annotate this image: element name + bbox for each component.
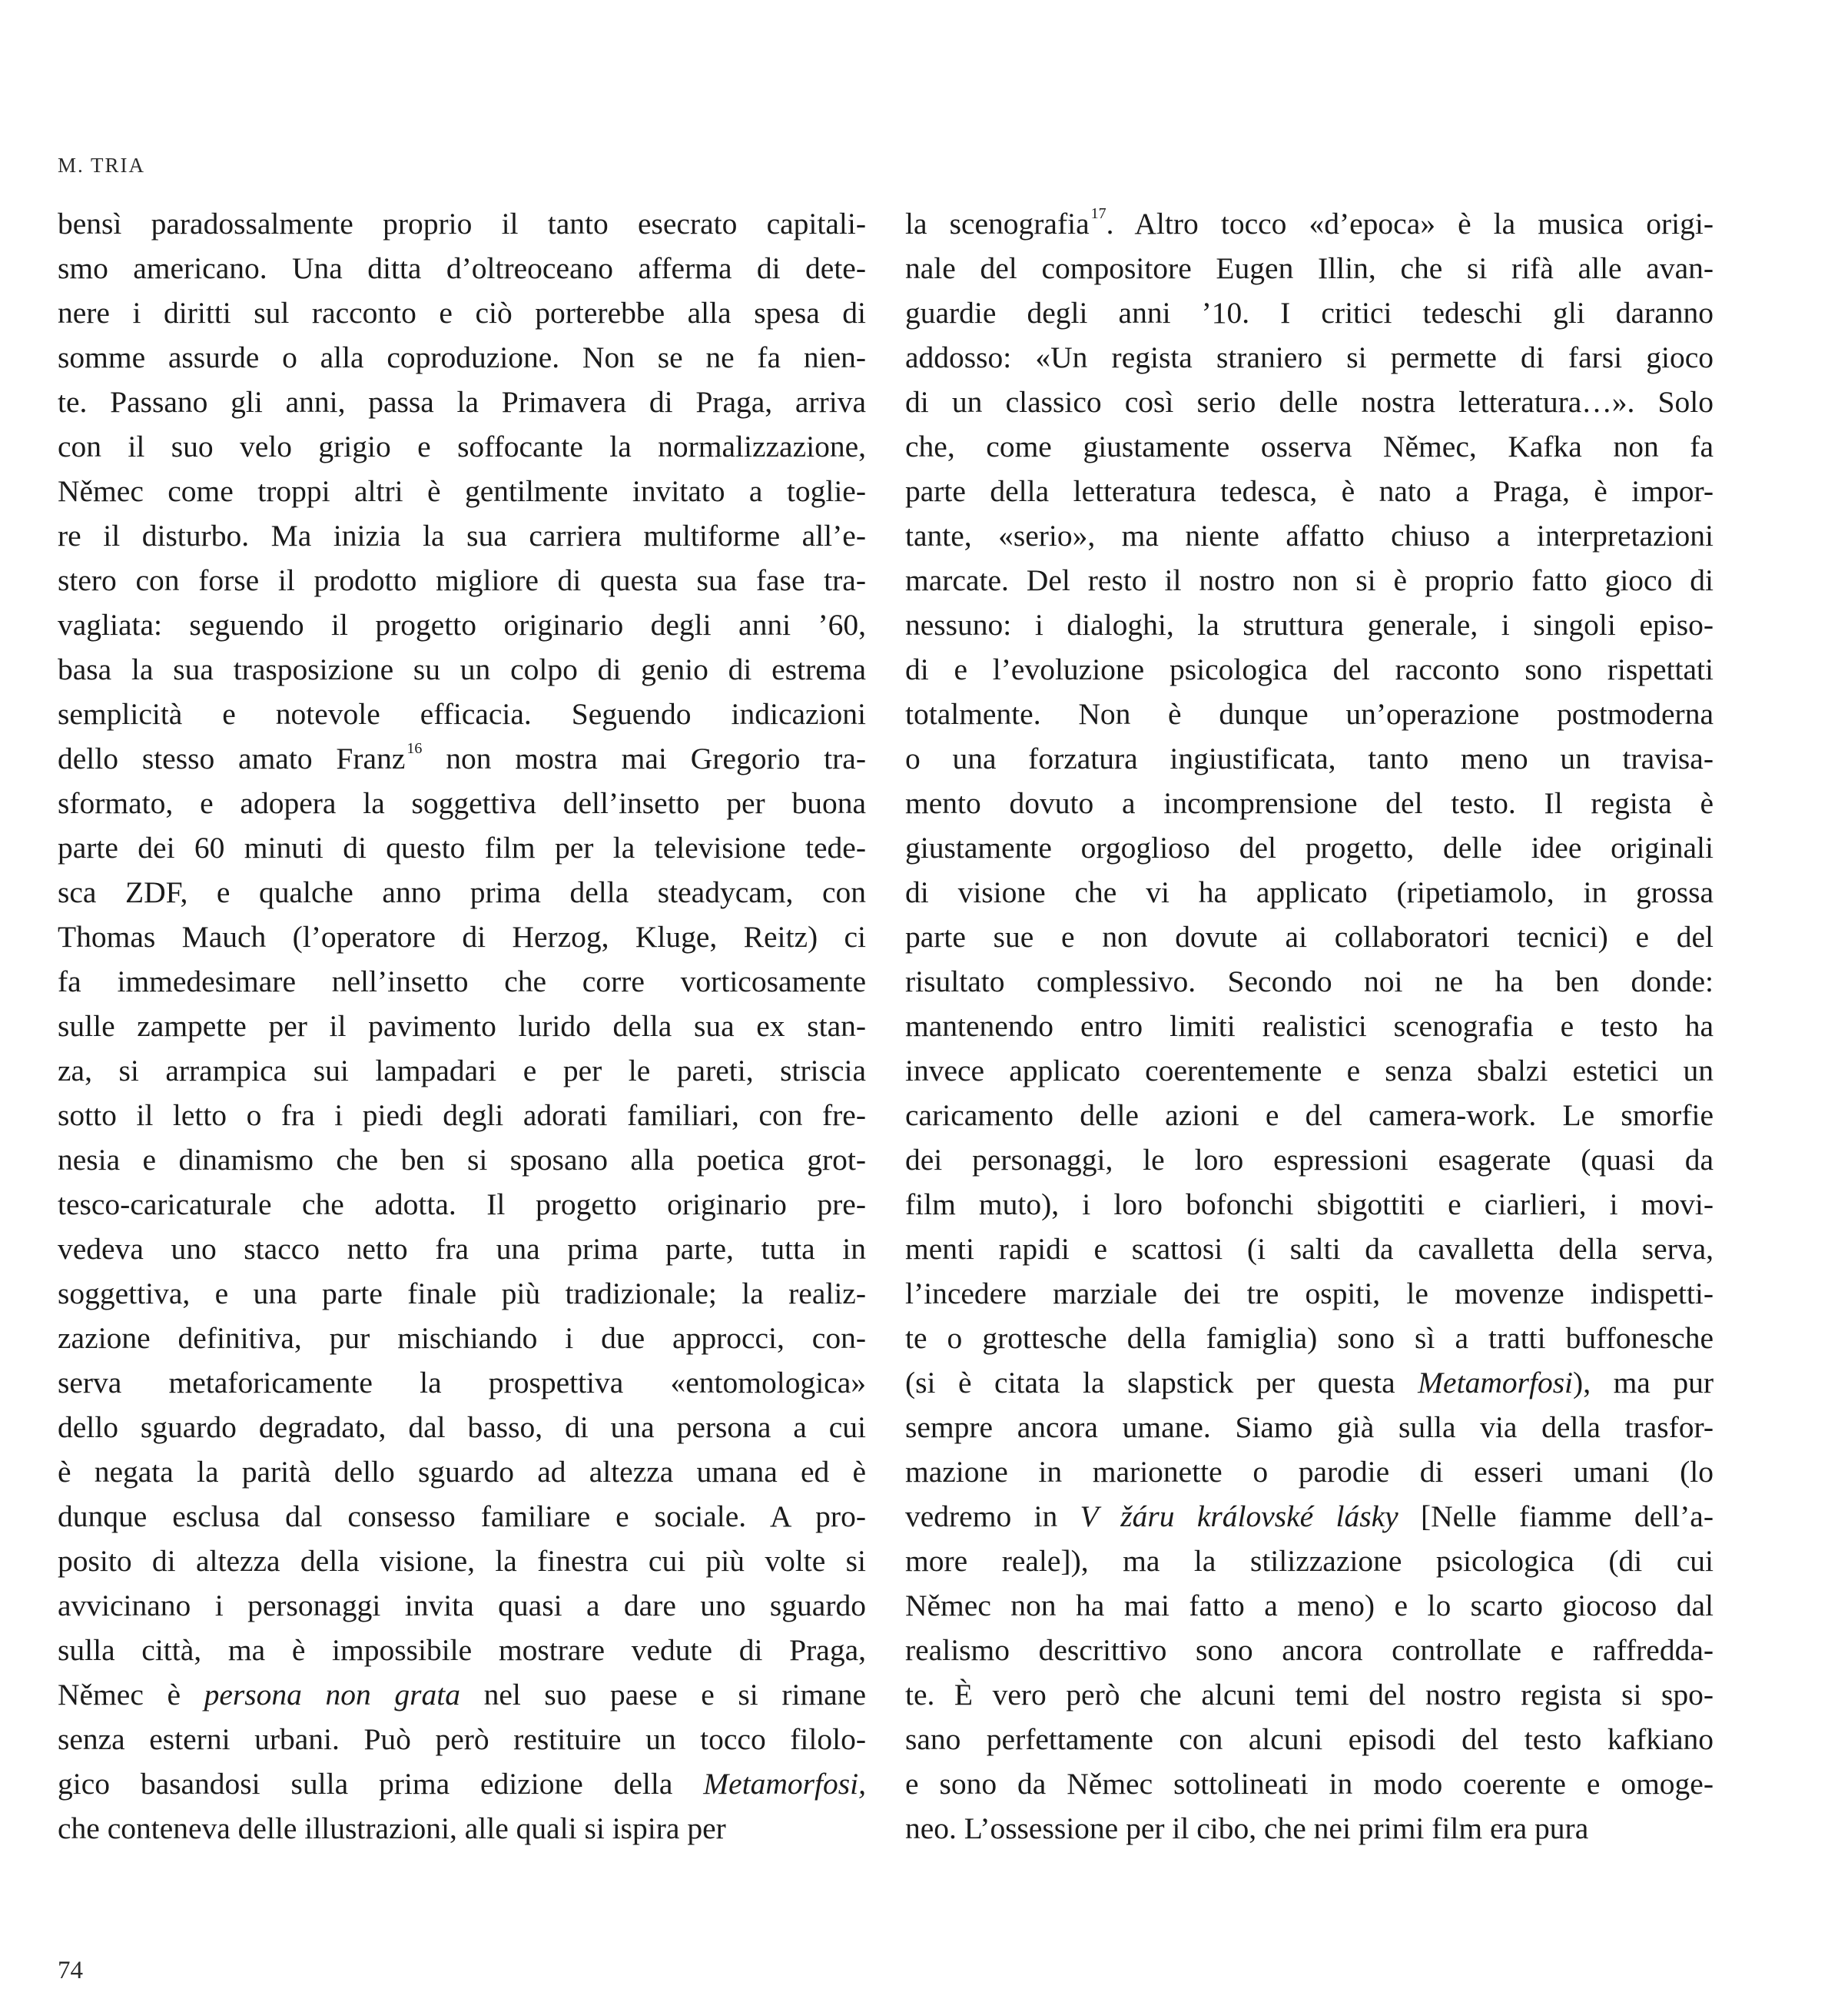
text-line [58,1494,866,1539]
text-run: ), ma pur [1573,1366,1714,1399]
text-run: film muto), i loro bofonchi sbigottiti e ciarlieri, i movi- [905,1187,1714,1221]
text-run: nesia e dinamismo che ben si sposano alla poetica grot- [58,1143,866,1177]
text-line [58,1583,866,1628]
text-run: posito di altezza della visione, la finestra cui più volte si [58,1544,866,1578]
text-line [905,424,1714,469]
text-line [58,603,866,647]
text-line [58,1271,866,1316]
text-line [58,291,866,335]
text-line [905,558,1714,603]
text-run: more reale]), ma la stilizzazione psicologica (di cui [905,1544,1714,1578]
italic-title: Metamorfosi, [703,1767,866,1801]
text-run: soggettiva, e una parte finale più tradizionale; la realiz- [58,1277,866,1310]
text-run: za, si arrampica sui lampadari e per le pareti, striscia [58,1054,866,1087]
text-run: te. È vero però che alcuni temi del nostro regista si spo- [905,1678,1714,1712]
text-run: avvicinano i personaggi invita quasi a dare uno sguardo [58,1589,866,1622]
text-line [905,647,1714,692]
text-line [905,1628,1714,1672]
text-line [905,736,1714,781]
text-line [905,335,1714,380]
text-line [905,825,1714,870]
text-line [58,692,866,736]
text-run: sempre ancora umane. Siamo già sulla via della trasfor- [905,1410,1714,1444]
text-run: mantenendo entro limiti realistici scenografia e testo ha [905,1009,1714,1043]
running-head: M. TRIA [58,154,146,177]
text-line [58,647,866,692]
text-run: nel suo paese e si rimane [460,1678,866,1712]
text-line [58,246,866,291]
text-run: senza esterni urbani. Può però restituire un tocco filolo- [58,1722,866,1756]
text-run: dello stesso amato Franz [58,742,406,775]
text-run: Němec come troppi altri è gentilmente invitato a toglie- [58,474,866,508]
text-line [58,1672,866,1717]
text-line [905,1182,1714,1227]
text-run: parte della letteratura tedesca, è nato a Praga, è impor- [905,474,1714,508]
text-line [58,1227,866,1271]
text-line [905,1672,1714,1717]
text-line [905,603,1714,647]
text-line [905,959,1714,1004]
text-line [58,870,866,915]
text-run: sotto il letto o fra i piedi degli adorati familiari, con fre- [58,1098,866,1132]
text-line [58,1539,866,1583]
text-run: stero con forse il prodotto migliore di questa sua fase tra- [58,563,866,597]
text-run: serva metaforicamente la prospettiva «entomologica» [58,1366,866,1399]
text-run: di un classico così serio delle nostra letteratura…». Solo [905,385,1714,419]
footnote-marker: 16 [406,740,423,757]
text-run: gico basandosi sulla prima edizione della [58,1767,704,1801]
text-line [905,1583,1714,1628]
text-line [905,1717,1714,1761]
text-line [58,781,866,825]
text-run: vedeva uno stacco netto fra una prima parte, tutta in [58,1232,866,1266]
text-run: invece applicato coerentemente e senza sbalzi estetici un [905,1054,1714,1087]
text-line [58,1628,866,1672]
text-line [58,1360,866,1405]
text-line [905,1271,1714,1316]
italic-title: Metamorfosi [1418,1366,1574,1399]
text-run: neo. L’ossessione per il cibo, che nei primi film era pura [905,1811,1589,1845]
text-line [58,558,866,603]
text-run: tesco-caricaturale che adotta. Il progetto originario pre- [58,1187,866,1221]
text-run: caricamento delle azioni e del camera-work. Le smorfie [905,1098,1714,1132]
text-run: zazione definitiva, pur mischiando i due approcci, con- [58,1321,866,1355]
right-column [905,201,1714,1851]
text-line [905,1405,1714,1449]
text-line [905,1761,1714,1806]
text-run: [Nelle fiamme dell’a- [1398,1499,1714,1533]
text-run: bensì paradossalmente proprio il tanto esecrato capitali- [58,207,866,241]
footnote-marker: 17 [1090,205,1106,222]
text-run: tante, «serio», ma niente affatto chiuso a interpretazioni [905,519,1714,553]
text-run: vagliata: seguendo il progetto originario degli anni ’60, [58,608,866,642]
text-line [58,1316,866,1360]
text-run: marcate. Del resto il nostro non si è proprio fatto gioco di [905,563,1714,597]
text-run: menti rapidi e scattosi (i salti da cavalletta della serva, [905,1232,1714,1266]
text-line [905,291,1714,335]
text-line [58,1806,866,1851]
text-line [58,1093,866,1137]
text-run: nere i diritti sul racconto e ciò porterebbe alla spesa di [58,296,866,330]
left-column [58,201,866,1851]
text-line [58,959,866,1004]
text-run: guardie degli anni ’10. I critici tedeschi gli daranno [905,296,1714,330]
text-run: o una forzatura ingiustificata, tanto meno un travisa- [905,742,1714,775]
text-line [905,1360,1714,1405]
text-line [905,1093,1714,1137]
text-line [58,1182,866,1227]
text-run: dello sguardo degradato, dal basso, di una persona a cui [58,1410,866,1444]
text-line [905,380,1714,424]
text-line [58,424,866,469]
text-line [58,915,866,959]
text-line [905,1048,1714,1093]
text-line [58,1717,866,1761]
text-line [58,469,866,513]
text-line [58,736,866,781]
text-line [58,513,866,558]
text-run: mazione in marionette o parodie di esseri umani (lo [905,1455,1714,1489]
text-run: che conteneva delle illustrazioni, alle quali si ispira per [58,1811,726,1845]
text-run: basa la sua trasposizione su un colpo di genio di estrema [58,652,866,686]
text-run: te o grottesche della famiglia) sono sì a tratti buffonesche [905,1321,1714,1355]
text-run: vedremo in [905,1499,1080,1533]
text-run: Němec è [58,1678,204,1712]
text-line [905,870,1714,915]
text-line [905,915,1714,959]
text-line [58,825,866,870]
text-run: la scenografia [905,207,1090,241]
text-run: (si è citata la slapstick per questa [905,1366,1418,1399]
text-run: dei personaggi, le loro espressioni esagerate (quasi da [905,1143,1714,1177]
text-run: nessuno: i dialoghi, la struttura generale, i singoli episo- [905,608,1714,642]
text-line [905,246,1714,291]
text-run: di visione che vi ha applicato (ripetiamolo, in grossa [905,875,1714,909]
page-number: 74 [58,1957,83,1984]
text-run: parte sue e non dovute ai collaboratori tecnici) e del [905,920,1714,954]
text-run: smo americano. Una ditta d’oltreoceano afferma di dete- [58,251,866,285]
text-line [905,1137,1714,1182]
text-run: che, come giustamente osserva Němec, Kafka non fa [905,430,1714,463]
text-run: totalmente. Non è dunque un’operazione postmoderna [905,697,1714,731]
text-run: nale del compositore Eugen Illin, che si rifà alle avan- [905,251,1714,285]
text-run: risultato complessivo. Secondo noi ne ha ben donde: [905,964,1714,998]
text-line [58,1405,866,1449]
text-line [905,692,1714,736]
text-line [58,1449,866,1494]
text-line [58,1761,866,1806]
text-line [58,335,866,380]
text-run: . Altro tocco «d’epoca» è la musica origi- [1106,207,1714,241]
text-line [58,380,866,424]
text-run: sano perfettamente con alcuni episodi del testo kafkiano [905,1722,1714,1756]
text-run: sulla città, ma è impossibile mostrare vedute di Praga, [58,1633,866,1667]
text-run: e sono da Němec sottolineati in modo coerente e omoge- [905,1767,1714,1801]
text-run: parte dei 60 minuti di questo film per la televisione tede- [58,831,866,865]
text-run: di e l’evoluzione psicologica del racconto sono rispettati [905,652,1714,686]
text-run: sca ZDF, e qualche anno prima della steadycam, con [58,875,866,909]
text-run: non mostra mai Gregorio tra- [422,742,866,775]
italic-title: persona non grata [204,1678,460,1712]
text-run: sformato, e adopera la soggettiva dell’insetto per buona [58,786,866,820]
text-line [905,1316,1714,1360]
text-run: l’incedere marziale dei tre ospiti, le movenze indispetti- [905,1277,1714,1310]
text-line [905,513,1714,558]
text-run: con il suo velo grigio e soffocante la normalizzazione, [58,430,866,463]
text-run: fa immedesimare nell’insetto che corre vorticosamente [58,964,866,998]
text-line [905,1494,1714,1539]
text-line [58,201,866,246]
text-line [905,1539,1714,1583]
text-run: giustamente orgoglioso del progetto, delle idee originali [905,831,1714,865]
text-line [58,1048,866,1093]
text-run: re il disturbo. Ma inizia la sua carriera multiforme all’e- [58,519,866,553]
text-line [905,1004,1714,1048]
text-run: dunque esclusa dal consesso familiare e sociale. A pro- [58,1499,866,1533]
text-run: addosso: «Un regista straniero si permette di farsi gioco [905,340,1714,374]
text-line [905,469,1714,513]
text-line [905,781,1714,825]
text-run: semplicità e notevole efficacia. Seguendo indicazioni [58,697,866,731]
text-line [905,1806,1714,1851]
text-run: Thomas Mauch (l’operatore di Herzog, Kluge, Reitz) ci [58,920,866,954]
text-run: Němec non ha mai fatto a meno) e lo scarto giocoso dal [905,1589,1714,1622]
text-line [58,1004,866,1048]
text-line [905,1227,1714,1271]
italic-title: V žáru královské lásky [1080,1499,1398,1533]
text-line [905,201,1714,246]
text-run: è negata la parità dello sguardo ad altezza umana ed è [58,1455,866,1489]
text-run: realismo descrittivo sono ancora controllate e raffredda- [905,1633,1714,1667]
text-run: sulle zampette per il pavimento lurido della sua ex stan- [58,1009,866,1043]
text-run: somme assurde o alla coproduzione. Non se ne fa nien- [58,340,866,374]
text-run: te. Passano gli anni, passa la Primavera di Praga, arriva [58,385,866,419]
text-line [905,1449,1714,1494]
text-line [58,1137,866,1182]
text-run: mento dovuto a incomprensione del testo. Il regista è [905,786,1714,820]
